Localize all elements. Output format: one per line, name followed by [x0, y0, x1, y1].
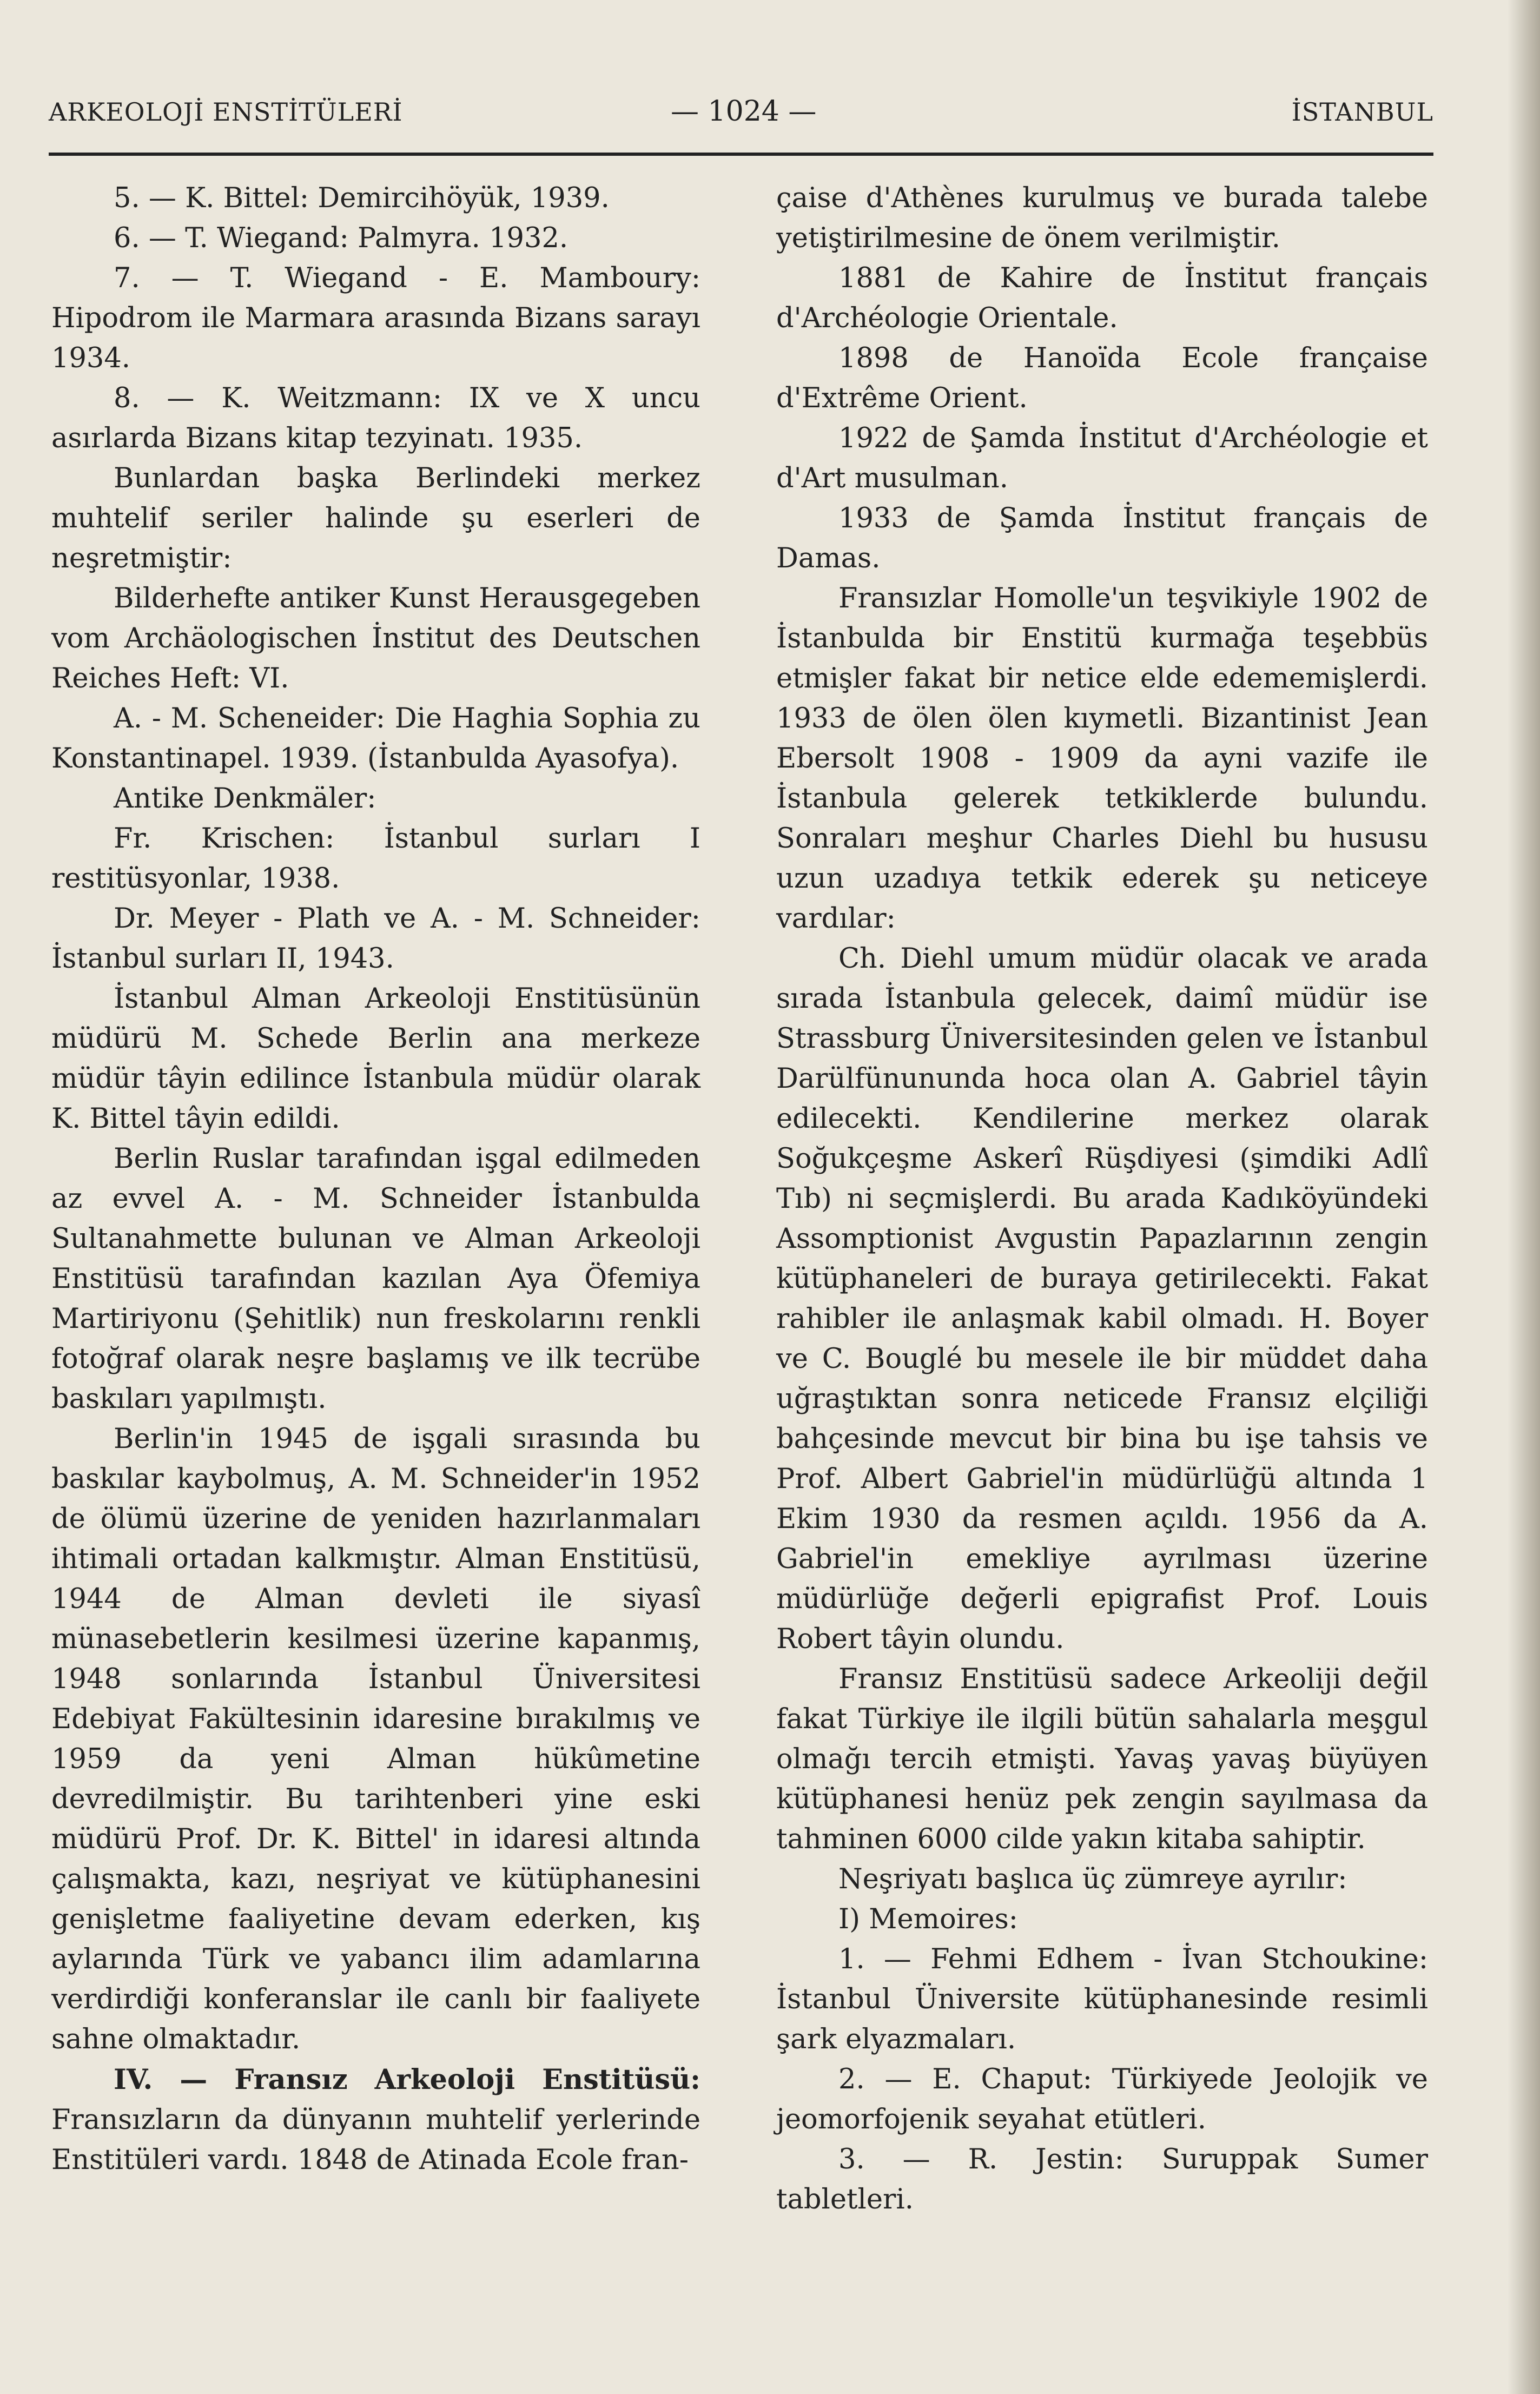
- paragraph: çaise d'Athènes kurulmuş ve burada talebe yetiştirilmesine de önem verilmiştir.: [776, 182, 1428, 254]
- header-rule: [49, 153, 1433, 156]
- paragraph: Antike Denkmäler:: [114, 783, 376, 815]
- paragraph: A. - M. Scheneider: Die Haghia Sophia zu Konstantinapel. 1939. (İstanbulda Ayasofya).: [51, 703, 700, 775]
- header-right-title: İSTANBUL: [1291, 97, 1433, 127]
- bibliography-item: 5. — K. Bittel: Demircihöyük, 1939.: [114, 182, 610, 214]
- paragraph: Fransızlar Homolle'un teşvikiyle 1902 de İstanbulda bir Enstitü kurmağa teşebbüs etmişler fakat bir netice elde edememişlerdi. 1933 de ölen ölen kıymetli. Bizantinist Jean Ebersolt 1908 - 1909 da ayni vazife ile İstanbula gelerek tetkiklerde bulundu. Sonraları meşhur Charles Diehl bu hususu uzun uzadıya tetkik ederek şu neticeye vardılar:: [776, 583, 1428, 935]
- section-intro: Fransızların da dünyanın muhtelif yerlerinde Enstitüleri vardı. 1848 de Atinada Ecole fran-: [51, 2104, 700, 2176]
- paragraph: Berlin Ruslar tarafından işgal edilmeden az evvel A. - M. Schneider İstanbulda Sultanahmette bulunan ve Alman Arkeoloji Enstitüsü tarafından kazılan Aya Öfemiya Martiriyonu (Şehitlik) nun freskolarını renkli fotoğraf olarak neşre başlamış ve ilk tecrübe baskıları yapılmıştı.: [51, 1143, 700, 1415]
- section-paragraph: [51, 2060, 700, 2180]
- bibliography-item: 2. — E. Chaput: Türkiyede Jeolojik ve jeomorfojenik seyahat etütleri.: [776, 2064, 1428, 2135]
- left-column: [51, 178, 700, 2180]
- paragraph: Berlin'in 1945 de işgali sırasında bu baskılar kaybolmuş, A. M. Schneider'in 1952 de ölümü üzerine de yeniden hazırlanmaları ihtimali ortadan kalkmıştır. Alman Enstitüsü, 1944 de Alman devleti ile siyasî münasebetlerin kesilmesi üzerine kapanmış, 1948 sonlarında İstanbul Üniversitesi Edebiyat Fakültesinin idaresine bırakılmış ve 1959 da yeni Alman hükûmetine devredilmiştir. Bu tarihtenberi yine eski müdürü Prof. Dr. K. Bittel' in idaresi altında çalışmakta, kazı, neşriyat ve kütüphanesini genişletme faaliyetine devam ederken, kış aylarında Türk ve yabancı ilim adamlarına verdirdiği konferanslar ile canlı bir faaliyete sahne olmaktadır.: [51, 1423, 700, 2055]
- bibliography-item: 7. — T. Wiegand - E. Mamboury: Hipodrom ile Marmara arasında Bizans sarayı 1934.: [51, 262, 700, 374]
- list-item: 1933 de Şamda İnstitut français de Damas.: [776, 502, 1428, 574]
- paragraph: Neşriyatı başlıca üç zümreye ayrılır:: [838, 1863, 1347, 1895]
- bibliography-item: 1. — Fehmi Edhem - İvan Stchoukine: İstanbul Üniversite kütüphanesinde resimli şark elyazmaları.: [776, 1943, 1428, 2055]
- paragraph: Dr. Meyer - Plath ve A. - M. Schneider: İstanbul surları II, 1943.: [51, 903, 700, 975]
- running-header: [49, 97, 1433, 141]
- bibliography-item: 3. — R. Jestin: Suruppak Sumer tabletleri.: [776, 2144, 1428, 2216]
- paragraph: Ch. Diehl umum müdür olacak ve arada sırada İstanbula gelecek, daimî müdür ise Strassburg Üniversitesinden gelen ve İstanbul Darülfünununda hoca olan A. Gabriel tâyin edilecekti. Kendilerine merkez olarak Soğukçeşme Askerî Rüşdiyesi (şimdiki Adlî Tıb) ni seçmişlerdi. Bu arada Kadıköyündeki Assomptionist Avgustin Papazlarının zengin kütüphaneleri de buraya getirilecekti. Fakat rahibler ile anlaşmak kabil olmadı. H. Boyer ve C. Bouglé bu mesele ile bir müddet daha uğraştıktan sonra neticede Fransız elçiliği bahçesinde mevcut bir bina bu işe tahsis ve Prof. Albert Gabriel'in müdürlüğü altında 1 Ekim 1930 da resmen açıldı. 1956 da A. Gabriel'in emekliye ayrılması üzerine müdürlüğe değerli epigrafist Prof. Louis Robert tâyin olundu.: [776, 943, 1428, 1655]
- paragraph: İstanbul Alman Arkeoloji Enstitüsünün müdürü M. Schede Berlin ana merkeze müdür tâyin edilince İstanbula müdür olarak K. Bittel tâyin edildi.: [51, 983, 700, 1135]
- list-item: 1881 de Kahire de İnstitut français d'Archéologie Orientale.: [776, 262, 1428, 334]
- paragraph: Bilderhefte antiker Kunst Herausgegeben vom Archäologischen İnstitut des Deutschen Reiches Heft: VI.: [51, 583, 700, 695]
- subheading: I) Memoires:: [838, 1903, 1018, 1935]
- header-left-title: ARKEOLOJİ ENSTİTÜLERİ: [49, 97, 403, 127]
- bibliography-item: 8. — K. Weitzmann: IX ve X uncu asırlarda Bizans kitap tezyinatı. 1935.: [51, 382, 700, 454]
- right-column: [776, 178, 1428, 2220]
- list-item: 1922 de Şamda İnstitut d'Archéologie et d'Art musulman.: [776, 422, 1428, 494]
- page-number: — 1024 —: [671, 95, 817, 128]
- list-item: 1898 de Hanoïda Ecole française d'Extrême Orient.: [776, 342, 1428, 414]
- paragraph: Bunlardan başka Berlindeki merkez muhtelif seriler halinde şu eserleri de neşretmiştir:: [51, 462, 700, 574]
- paragraph: Fransız Enstitüsü sadece Arkeoliji değil fakat Türkiye ile ilgili bütün sahalarla meşgul olmağı tercih etmişti. Yavaş yavaş büyüyen kütüphanesi henüz pek zengin sayılmasa da tahminen 6000 cilde yakın kitaba sahiptir.: [776, 1663, 1428, 1855]
- bibliography-item: 6. — T. Wiegand: Palmyra. 1932.: [114, 222, 569, 254]
- page-edge-shadow: [1508, 0, 1540, 2394]
- paragraph: Fr. Krischen: İstanbul surları I restitüsyonlar, 1938.: [51, 823, 700, 895]
- section-heading: IV. — Fransız Arkeoloji Enstitüsü:: [114, 2064, 700, 2096]
